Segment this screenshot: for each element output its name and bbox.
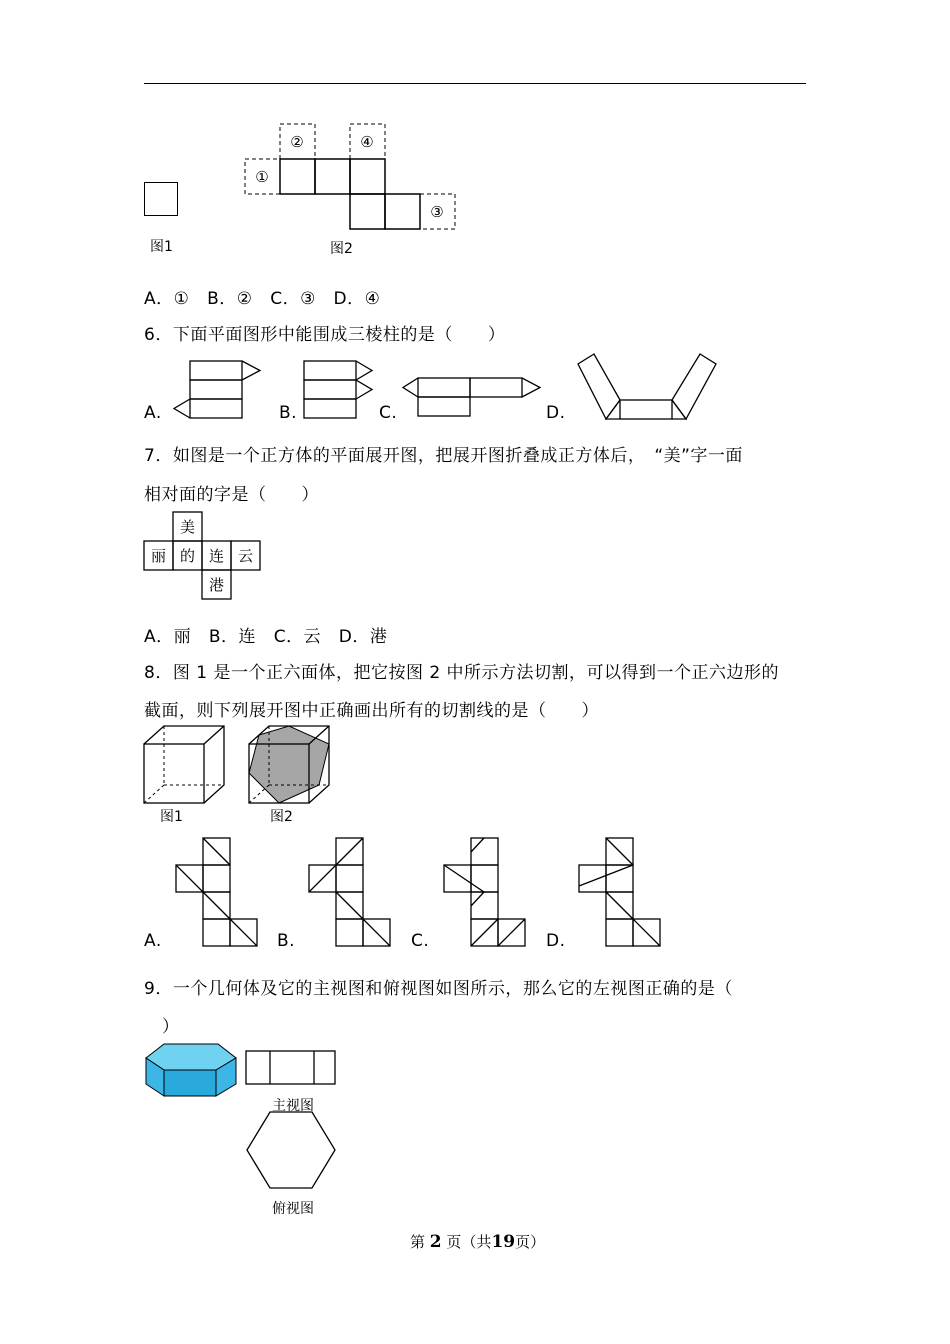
- q8-label-a: A.: [144, 931, 162, 951]
- q9-front-view: [244, 1048, 338, 1088]
- q8-stem-line2: 截面，则下列展开图中正确画出所有的切割线的是（ ）: [144, 701, 599, 721]
- q5-fig2-net: [240, 120, 460, 235]
- q6-option-b-net: [300, 355, 390, 425]
- q5-marker-1: ①: [255, 168, 269, 186]
- q9-top-view: [244, 1108, 338, 1192]
- q8-option-b-net: [307, 836, 397, 950]
- q8-option-c-net: [442, 836, 532, 950]
- q7-cell-de: 的: [179, 547, 196, 565]
- q9-stem-line2: ）: [162, 1017, 180, 1037]
- q7-stem-line2: 相对面的字是（ ）: [144, 485, 319, 505]
- q5-fig1-caption: 图1: [150, 239, 173, 255]
- q8-fig2-cube-section: [245, 722, 335, 808]
- footer-suffix: 页）: [515, 1233, 546, 1251]
- q9-front-caption: 主视图: [272, 1098, 314, 1114]
- q9-top-caption: 俯视图: [272, 1201, 314, 1217]
- q8-fig1-cube: [140, 722, 230, 808]
- q7-cube-net: [142, 510, 264, 602]
- q6-label-d: D.: [546, 403, 566, 423]
- q7-stem-line1: 7．如图是一个正方体的平面展开图，把展开图折叠成正方体后， “美”字一面: [144, 446, 743, 466]
- q8-stem-line1: 8．图 1 是一个正六面体，把它按图 2 中所示方法切割，可以得到一个正六边形的: [144, 663, 780, 683]
- footer-prefix: 第: [410, 1233, 426, 1251]
- q8-option-d-net: [577, 836, 667, 950]
- q7-cell-yun: 云: [237, 547, 254, 565]
- q5-marker-3: ③: [430, 203, 444, 221]
- q6-label-b: B.: [279, 403, 298, 423]
- q7-cell-li: 丽: [150, 547, 167, 565]
- q6-stem: 6．下面平面图形中能围成三棱柱的是（ ）: [144, 325, 506, 345]
- footer-middle: 页（共: [446, 1233, 492, 1251]
- q6-option-a-net: [170, 355, 270, 425]
- q7-options: A．丽 B．连 C．云 D．港: [144, 627, 388, 647]
- q7-cell-mei: 美: [179, 518, 196, 536]
- q8-label-c: C.: [411, 931, 430, 951]
- q5-marker-2: ②: [290, 133, 304, 151]
- q9-hexagonal-prism: [142, 1040, 240, 1100]
- page-footer: [410, 1231, 545, 1252]
- q9-stem-line1: 9．一个几何体及它的主视图和俯视图如图所示，那么它的左视图正确的是（: [144, 979, 733, 999]
- q8-label-b: B.: [277, 931, 296, 951]
- q7-cell-gang: 港: [208, 576, 225, 594]
- q6-option-d-net: [570, 350, 720, 425]
- q5-options: A．① B．② C．③ D．④: [144, 289, 381, 309]
- q8-label-d: D.: [546, 931, 566, 951]
- q5-marker-4: ④: [360, 133, 374, 151]
- q5-fig2-caption: 图2: [330, 241, 353, 257]
- q5-fig1-square: [144, 182, 178, 216]
- q8-option-a-net: [174, 836, 264, 950]
- footer-total-pages: 19: [491, 1232, 516, 1252]
- footer-page-number: 2: [429, 1232, 442, 1252]
- q6-label-c: C.: [379, 403, 398, 423]
- q8-fig1-caption: 图1: [160, 809, 183, 825]
- q8-fig2-caption: 图2: [270, 809, 293, 825]
- q6-option-c-net: [400, 370, 550, 420]
- q6-label-a: A.: [144, 403, 162, 423]
- header-rule: [144, 83, 806, 84]
- q7-cell-lian: 连: [208, 547, 225, 565]
